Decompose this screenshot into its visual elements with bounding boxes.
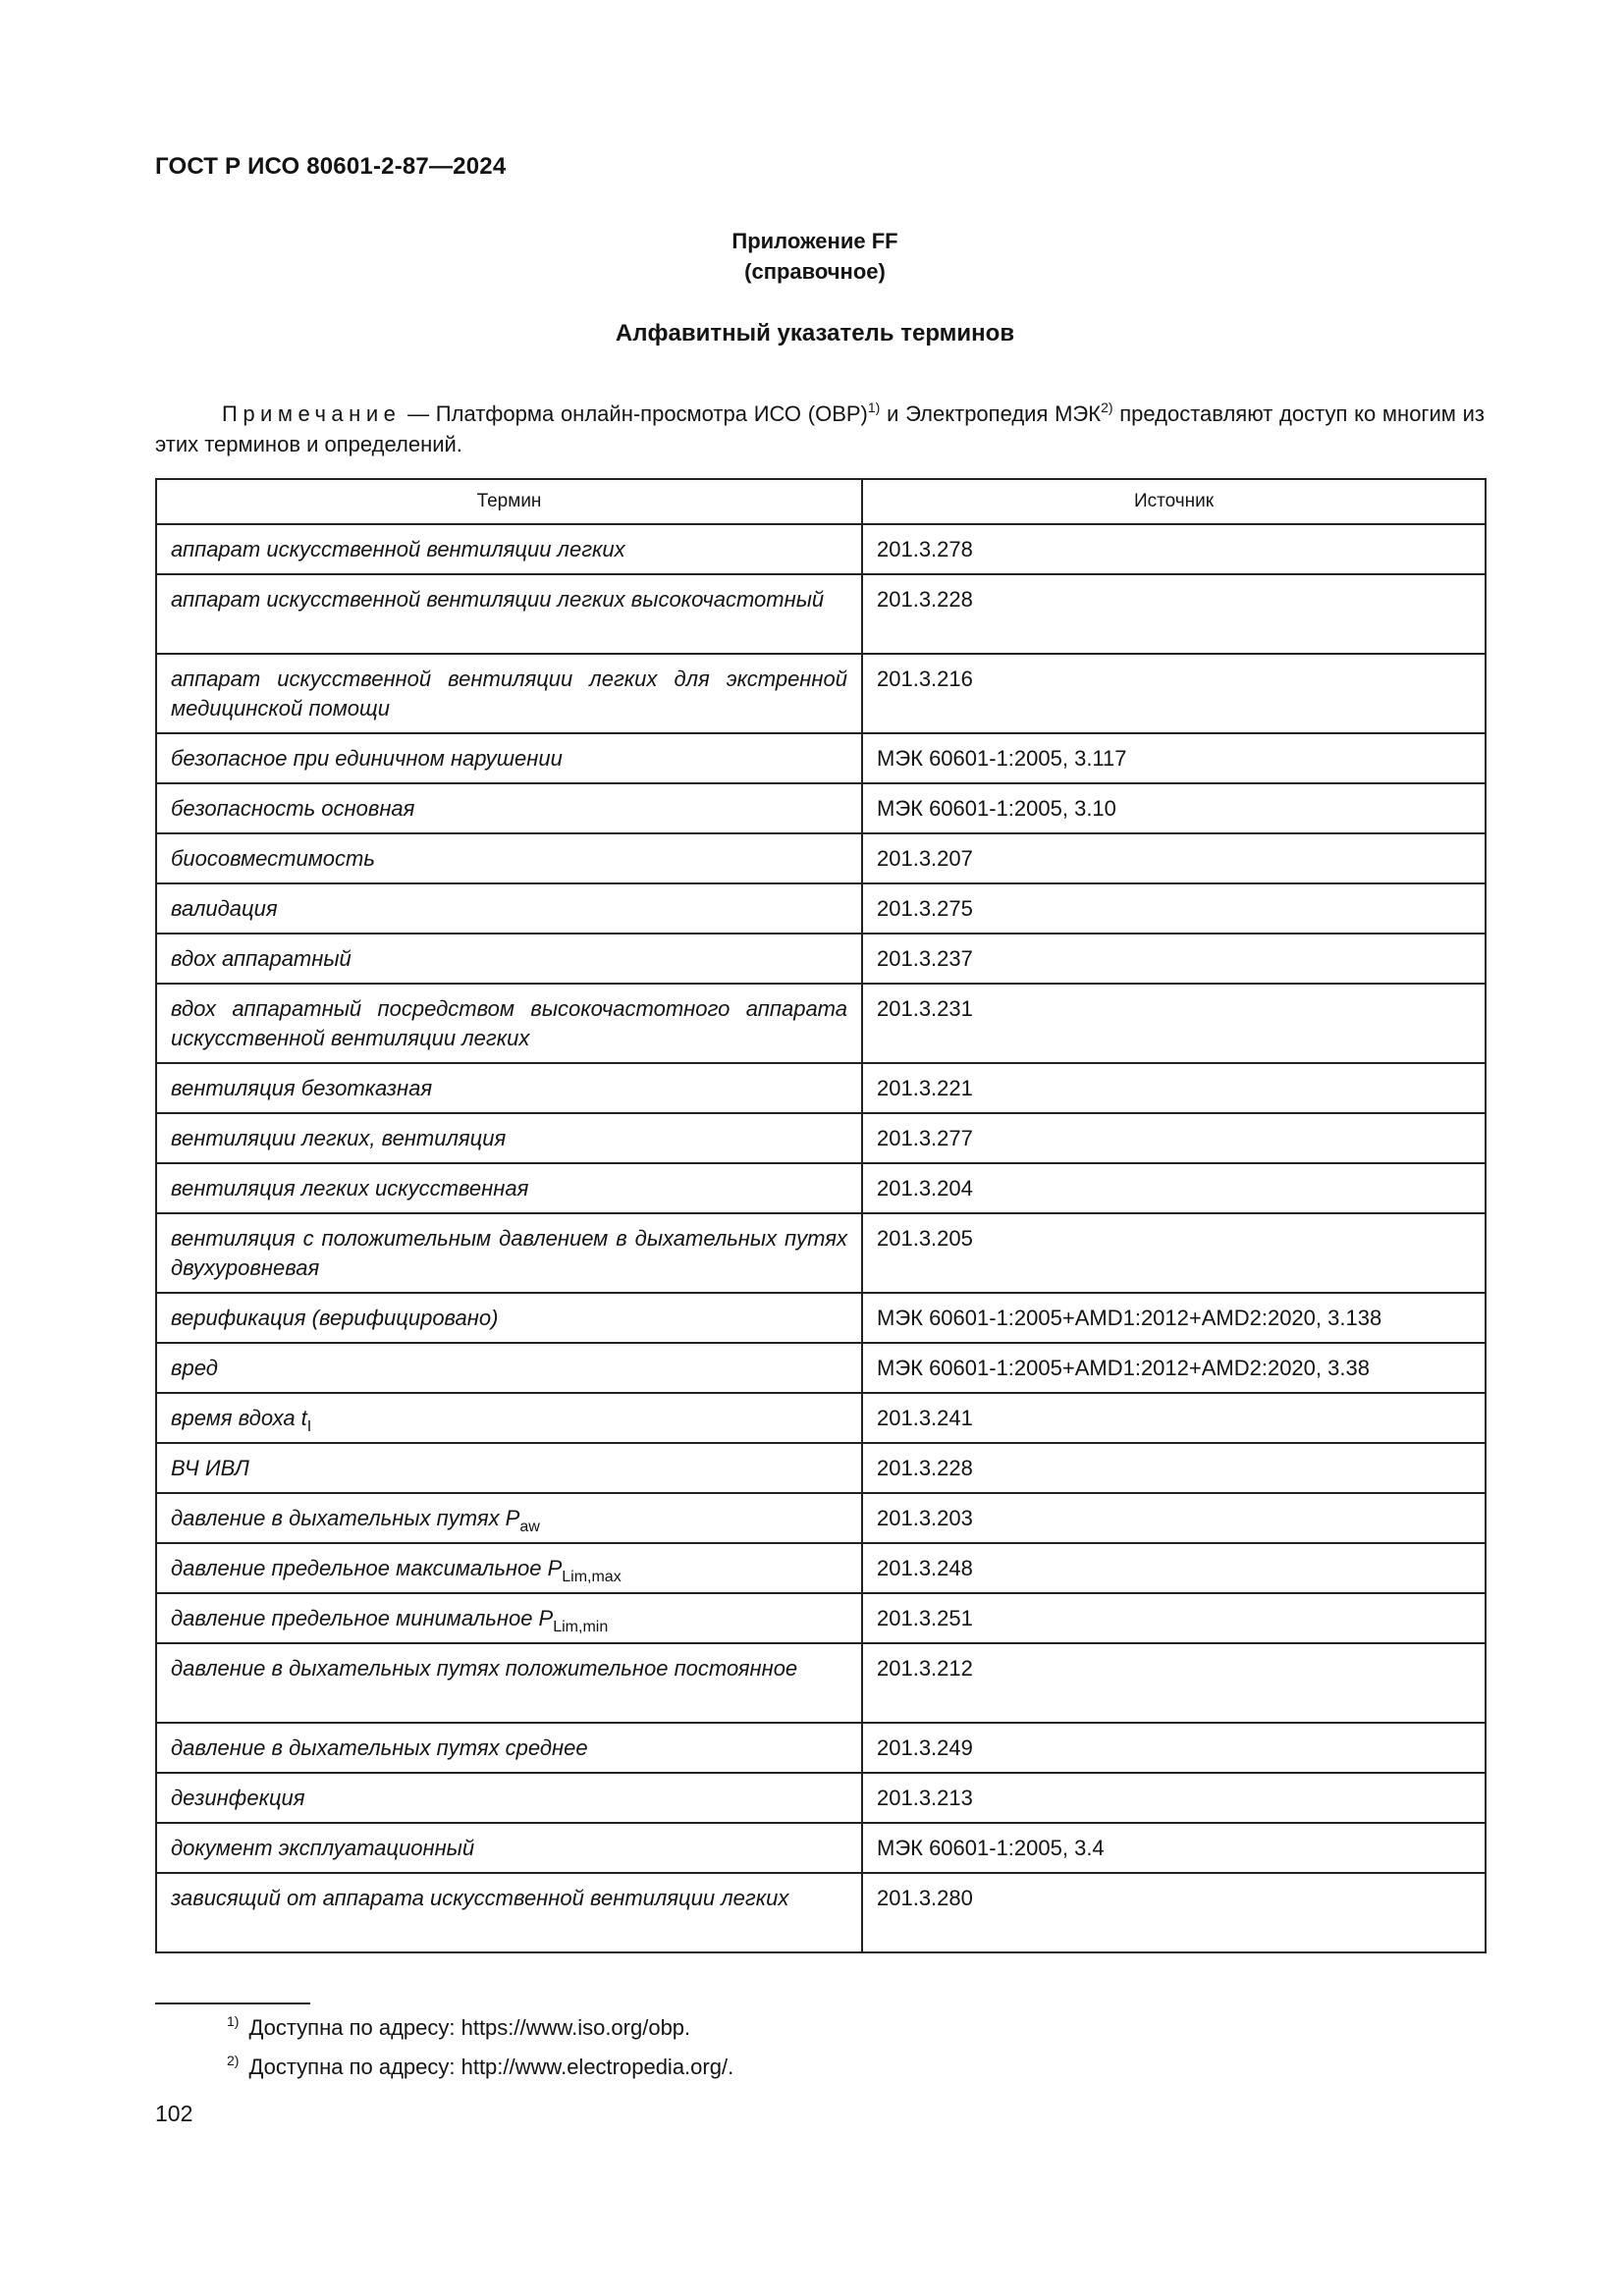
table-row [156, 1163, 1486, 1213]
table-row [156, 1343, 1486, 1393]
term-cell [156, 1293, 862, 1343]
annex-heading [0, 226, 1624, 287]
table-row [156, 1293, 1486, 1343]
source-cell: 201.3.228 [862, 1443, 1486, 1493]
source-cell: 201.3.205 [862, 1213, 1486, 1293]
source-cell: 201.3.216 [862, 654, 1486, 733]
annex-subtitle: (справочное) [744, 259, 886, 284]
note-text-c: предоставляют доступ ко многим из этих терминов и определений. [155, 401, 1485, 456]
source-cell: МЭК 60601-1:2005, 3.4 [862, 1823, 1486, 1873]
note-paragraph [155, 399, 1485, 459]
table-row [156, 654, 1486, 733]
term-cell [156, 1823, 862, 1873]
term-cell [156, 524, 862, 574]
document-code: ГОСТ Р ИСО 80601-2-87—2024 [155, 153, 507, 180]
table-row [156, 1773, 1486, 1823]
term-text: верификация (верифицировано) [171, 1306, 499, 1330]
term-text: время вдоха t [171, 1406, 307, 1430]
term-text: вдох аппаратный посредством высокочастотного аппарата искусственной вентиляции легких [171, 996, 847, 1050]
term-text: зависящий от аппарата искусственной вентиляции легких [171, 1886, 789, 1910]
footnote-text: Доступна по адресу: http://www.electropedia.org/. [248, 2055, 734, 2079]
term-text: ВЧ ИВЛ [171, 1456, 249, 1480]
table-row [156, 783, 1486, 833]
term-text: давление в дыхательных путях среднее [171, 1735, 588, 1760]
table-row [156, 1723, 1486, 1773]
source-cell: МЭК 60601-1:2005, 3.117 [862, 733, 1486, 783]
term-cell [156, 1443, 862, 1493]
source-cell: 201.3.221 [862, 1063, 1486, 1113]
term-cell [156, 574, 862, 654]
source-cell: 201.3.248 [862, 1543, 1486, 1593]
index-title: Алфавитный указатель терминов [615, 320, 1015, 347]
term-cell [156, 1493, 862, 1543]
term-text: безопасное при единичном нарушении [171, 746, 563, 771]
term-cell [156, 984, 862, 1063]
term-subscript: Lim,max [562, 1569, 622, 1585]
table-header-row [156, 479, 1486, 524]
term-text: биосовместимость [171, 846, 375, 871]
terms-table [155, 478, 1487, 1953]
footnote-2 [227, 2055, 733, 2080]
term-cell [156, 733, 862, 783]
source-cell: 201.3.280 [862, 1873, 1486, 1952]
source-cell: 201.3.249 [862, 1723, 1486, 1773]
footnote-text: Доступна по адресу: https://www.iso.org/obp. [248, 2015, 691, 2040]
note-text-a: — Платформа онлайн-просмотра ИСО (OBP) [401, 401, 868, 426]
source-cell: 201.3.207 [862, 833, 1486, 883]
term-cell [156, 654, 862, 733]
term-cell [156, 1543, 862, 1593]
table-row [156, 1823, 1486, 1873]
table-row [156, 524, 1486, 574]
term-text: вентиляция с положительным давлением в дыхательных путях двухуровневая [171, 1226, 847, 1280]
term-text: вентиляция легких искусственная [171, 1176, 529, 1201]
source-cell: МЭК 60601-1:2005, 3.10 [862, 783, 1486, 833]
term-cell [156, 934, 862, 984]
column-header-source: Источник [862, 479, 1486, 524]
term-cell [156, 1723, 862, 1773]
table-row [156, 1593, 1486, 1643]
table-row [156, 934, 1486, 984]
source-cell: 201.3.212 [862, 1643, 1486, 1723]
source-cell: 201.3.275 [862, 883, 1486, 934]
source-cell: 201.3.237 [862, 934, 1486, 984]
term-text: валидация [171, 896, 278, 921]
term-cell [156, 1163, 862, 1213]
note-label: Примечание [222, 401, 402, 426]
source-cell: МЭК 60601-1:2005+AMD1:2012+AMD2:2020, 3.138 [862, 1293, 1486, 1343]
page-number: 102 [155, 2101, 193, 2126]
note-text-b: и Электропедия МЭК [880, 401, 1102, 426]
table-row [156, 1643, 1486, 1723]
table-row [156, 1443, 1486, 1493]
annex-title: Приложение FF [731, 229, 898, 253]
table-row [156, 984, 1486, 1063]
footnote-mark: 2) [227, 2053, 240, 2068]
source-cell: 201.3.277 [862, 1113, 1486, 1163]
term-text: вентиляции легких, вентиляция [171, 1126, 507, 1150]
term-text: аппарат искусственной вентиляции легких для экстренной медицинской помощи [171, 667, 847, 721]
table-row [156, 833, 1486, 883]
term-cell [156, 1593, 862, 1643]
footnote-mark: 1) [227, 2013, 240, 2029]
table-row [156, 574, 1486, 654]
term-cell [156, 883, 862, 934]
term-text: аппарат искусственной вентиляции легких [171, 537, 625, 561]
term-subscript: I [306, 1418, 312, 1435]
source-cell: МЭК 60601-1:2005+AMD1:2012+AMD2:2020, 3.38 [862, 1343, 1486, 1393]
table-row [156, 1543, 1486, 1593]
term-text: дезинфекция [171, 1786, 305, 1810]
term-subscript: Lim,min [553, 1619, 609, 1635]
source-cell: 201.3.241 [862, 1393, 1486, 1443]
term-text: давление предельное максимальное P [171, 1556, 563, 1580]
term-cell [156, 1773, 862, 1823]
source-cell: 201.3.203 [862, 1493, 1486, 1543]
footnote-divider [155, 2002, 310, 2004]
term-cell [156, 1343, 862, 1393]
term-subscript: aw [519, 1519, 540, 1535]
footnote-1 [227, 2015, 690, 2041]
term-cell [156, 783, 862, 833]
table-row [156, 1873, 1486, 1952]
term-text: аппарат искусственной вентиляции легких высокочастотный [171, 587, 825, 612]
term-cell [156, 1393, 862, 1443]
source-cell: 201.3.251 [862, 1593, 1486, 1643]
column-header-term: Термин [156, 479, 862, 524]
table-row [156, 1113, 1486, 1163]
term-cell [156, 1643, 862, 1723]
source-cell: 201.3.278 [862, 524, 1486, 574]
term-cell [156, 833, 862, 883]
table-row [156, 1063, 1486, 1113]
term-text: давление предельное минимальное P [171, 1606, 554, 1630]
term-cell [156, 1213, 862, 1293]
term-text: вентиляция безотказная [171, 1076, 433, 1100]
footnote-ref-2[interactable]: 2) [1101, 400, 1113, 415]
term-text: вред [171, 1356, 218, 1380]
term-text: давление в дыхательных путях положительное постоянное [171, 1656, 798, 1681]
source-cell: 201.3.231 [862, 984, 1486, 1063]
table-row [156, 1493, 1486, 1543]
term-text: документ эксплуатационный [171, 1836, 475, 1860]
term-text: безопасность основная [171, 796, 415, 821]
table-row [156, 883, 1486, 934]
terms-table-body [156, 524, 1486, 1952]
table-row [156, 1393, 1486, 1443]
source-cell: 201.3.204 [862, 1163, 1486, 1213]
table-row [156, 733, 1486, 783]
term-cell [156, 1873, 862, 1952]
source-cell: 201.3.213 [862, 1773, 1486, 1823]
term-text: давление в дыхательных путях P [171, 1506, 520, 1530]
footnote-ref-1[interactable]: 1) [867, 400, 881, 415]
term-cell [156, 1063, 862, 1113]
term-text: вдох аппаратный [171, 946, 352, 971]
source-cell: 201.3.228 [862, 574, 1486, 654]
term-cell [156, 1113, 862, 1163]
table-row [156, 1213, 1486, 1293]
